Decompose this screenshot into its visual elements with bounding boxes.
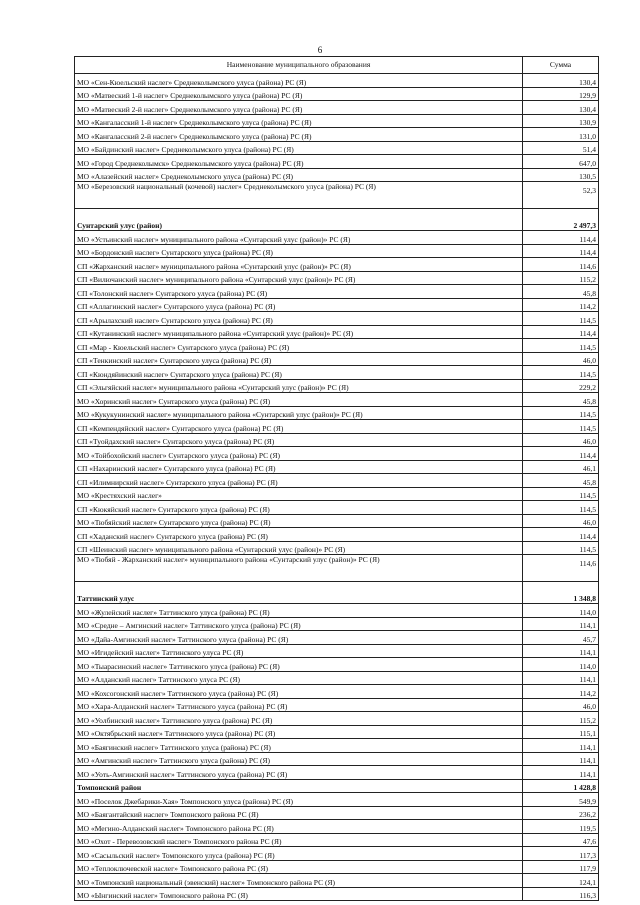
- municipality-name-cell: МО «Уоть-Амгинский наслег» Таттинского улуса (района) РС (Я): [75, 766, 523, 780]
- sum-cell: 114,5: [523, 366, 599, 380]
- sum-cell: 114,4: [523, 447, 599, 461]
- table-row: [75, 617, 599, 631]
- sum-cell: 46,0: [523, 698, 599, 712]
- sum-cell: 130,5: [523, 168, 599, 182]
- sum-cell: 229,2: [523, 379, 599, 393]
- sum-cell: 1 348,8: [523, 582, 599, 604]
- municipality-name-cell: МО «Баягантайский наслег» Томпонского района РС (Я): [75, 806, 523, 820]
- municipality-name-cell: СП «Кутанинский наслег» муниципального района «Сунтарский улус (район)» РС (Я): [75, 325, 523, 339]
- municipality-name-cell: СП «Туойдахский наслег» Сунтарского улуса (района) РС (Я): [75, 433, 523, 447]
- municipality-name-cell: МО «Уолбинский наслег» Таттинского улуса (района) РС (Я): [75, 712, 523, 726]
- municipality-name-cell: СП «Кемпендяйский наслег» Сунтарского улуса (района) РС (Я): [75, 420, 523, 434]
- municipality-name-cell: МО «Бордонский наслег» Сунтарского улуса (района) РС (Я): [75, 244, 523, 258]
- sum-cell: 114,5: [523, 487, 599, 501]
- municipality-name-cell: МО «Средне – Амгинский наслег» Таттинского улуса (района) РС (Я): [75, 617, 523, 631]
- municipality-name-cell: СП «Арылахский наслег» Сунтарского улуса (района) РС (Я): [75, 312, 523, 326]
- table-row: [75, 155, 599, 169]
- table-row: [75, 285, 599, 299]
- table-row: [75, 406, 599, 420]
- sum-cell: 114,4: [523, 528, 599, 542]
- table-row: [75, 874, 599, 888]
- municipality-name-cell: СП «Эльгяйский наслег» муниципального района «Сунтарский улус (район)» РС (Я): [75, 379, 523, 393]
- municipality-name-cell: СП «Вилючанский наслег» муниципального района «Сунтарский улус (район)» РС (Я): [75, 271, 523, 285]
- table-row: [75, 474, 599, 488]
- municipality-name-cell: СП «Шеинский наслег» муниципального района «Сунтарский улус (район)» РС (Я): [75, 541, 523, 555]
- municipality-name-cell: МО «Кукукунинский наслег» муниципального района «Сунтарский улус (район)» РС (Я): [75, 406, 523, 420]
- sum-cell: 114,6: [523, 555, 599, 582]
- table-row: [75, 460, 599, 474]
- table-row: [75, 101, 599, 115]
- table-row: [75, 352, 599, 366]
- municipality-name-cell: СП «Нахаринский наслег» Сунтарского улуса (района) РС (Я): [75, 460, 523, 474]
- table-row: [75, 820, 599, 834]
- table-row: [75, 114, 599, 128]
- sum-cell: 119,5: [523, 820, 599, 834]
- sum-cell: 116,3: [523, 887, 599, 901]
- sum-cell: 114,1: [523, 644, 599, 658]
- table-row: [75, 698, 599, 712]
- table-row: [75, 541, 599, 555]
- section-header-row: [75, 779, 599, 793]
- sum-cell: 46,1: [523, 460, 599, 474]
- table-row: [75, 514, 599, 528]
- table-row: [75, 793, 599, 807]
- sum-cell: 51,4: [523, 141, 599, 155]
- sum-cell: 52,3: [523, 182, 599, 209]
- sum-cell: 549,9: [523, 793, 599, 807]
- sum-cell: 130,4: [523, 74, 599, 88]
- table-row: [75, 339, 599, 353]
- sum-cell: 114,2: [523, 685, 599, 699]
- municipality-name-cell: МО «Город Среднеколымск» Среднеколымского улуса (района) РС (Я): [75, 155, 523, 169]
- sum-cell: 129,9: [523, 87, 599, 101]
- municipality-name-cell: МО «Дайа-Амгинский наслег» Таттинского улуса (района) РС (Я): [75, 631, 523, 645]
- municipality-name-cell: МО «Байдинский наслег» Среднеколымского улуса (района) РС (Я): [75, 141, 523, 155]
- table-row: [75, 766, 599, 780]
- sum-cell: 114,0: [523, 658, 599, 672]
- sum-cell: 130,4: [523, 101, 599, 115]
- sum-cell: 45,8: [523, 285, 599, 299]
- table-row: [75, 298, 599, 312]
- header-sum-cell: Сумма: [523, 57, 599, 74]
- municipality-name-cell: Сунтарский улус (район): [75, 209, 523, 231]
- sum-cell: 114,1: [523, 617, 599, 631]
- table-row: [75, 128, 599, 142]
- sum-cell: 117,9: [523, 860, 599, 874]
- sum-cell: 114,1: [523, 766, 599, 780]
- municipality-name-cell: МО «Хоринский наслег» Сунтарского улуса (района) РС (Я): [75, 393, 523, 407]
- municipality-name-cell: СП «Аллагинский наслег» Сунтарского улуса (района) РС (Я): [75, 298, 523, 312]
- page-number: 6: [317, 45, 323, 55]
- table-row: [75, 847, 599, 861]
- municipality-name-cell: МО «Устьинский наслег» муниципального района «Сунтарский улус (район)» РС (Я): [75, 231, 523, 245]
- municipality-name-cell: МО «Поселок Джебарики-Хая» Томпонского улуса (района) РС (Я): [75, 793, 523, 807]
- sum-cell: 45,8: [523, 393, 599, 407]
- sum-cell: 114,6: [523, 258, 599, 272]
- municipality-name-cell: МО «Баягинский наслег» Таттинского улуса (района) РС (Я): [75, 739, 523, 753]
- municipality-name-cell: СП «Хаданский наслег» Сунтарского улуса (района) РС (Я): [75, 528, 523, 542]
- table-header-row: [75, 57, 599, 74]
- municipality-name-cell: МО «Сен-Кюельский наслег» Среднеколымского улуса (района) РС (Я): [75, 74, 523, 88]
- sum-cell: 114,1: [523, 739, 599, 753]
- municipality-name-cell: МО «Матвеский 1-й наслег» Среднеколымского улуса (района) РС (Я): [75, 87, 523, 101]
- table-row: [75, 671, 599, 685]
- municipality-name-cell: МО «Сасыльский наслег» Томпонского улуса (района) РС (Я): [75, 847, 523, 861]
- municipality-name-cell: СП «Тенкинский наслег» Сунтарского улуса (района) РС (Я): [75, 352, 523, 366]
- municipality-name-cell: МО «Октябрьский наслег» Таттинского улуса (района) РС (Я): [75, 725, 523, 739]
- municipality-name-cell: МО «Жулейский наслег» Таттинского улуса (района) РС (Я): [75, 604, 523, 618]
- sum-cell: 114,4: [523, 325, 599, 339]
- municipality-name-cell: МО «Охот - Перевозовский наслег» Томпонского района РС (Я): [75, 833, 523, 847]
- sum-cell: 46,0: [523, 352, 599, 366]
- municipality-name-cell: МО «Алданский наслег» Таттинского улуса РС (Я): [75, 671, 523, 685]
- table-row: [75, 860, 599, 874]
- table-row: [75, 555, 599, 582]
- municipality-name-cell: СП «Мар - Кюельский наслег» Сунтарского улуса (района) РС (Я): [75, 339, 523, 353]
- sum-cell: 114,5: [523, 312, 599, 326]
- municipality-name-cell: МО «Тюбяйский наслег» Сунтарского улуса (района) РС (Я): [75, 514, 523, 528]
- sum-cell: 236,2: [523, 806, 599, 820]
- table-row: [75, 887, 599, 901]
- municipality-name-cell: МО «Матвеский 2-й наслег» Среднеколымского улуса (района) РС (Я): [75, 101, 523, 115]
- table-row: [75, 752, 599, 766]
- table-row: [75, 487, 599, 501]
- sum-cell: 114,5: [523, 541, 599, 555]
- municipality-name-cell: МО «Ынгинский наслег» Томпонского района РС (Я): [75, 887, 523, 901]
- municipality-name-cell: МО «Томпонский национальный (эвенский) наслег» Томпонского района РС (Я): [75, 874, 523, 888]
- municipality-name-cell: МО «Тойбохойский наслег» Сунтарского улуса (района) РС (Я): [75, 447, 523, 461]
- budget-table: [74, 56, 599, 901]
- table-row: [75, 325, 599, 339]
- sum-cell: 114,5: [523, 406, 599, 420]
- table-row: [75, 244, 599, 258]
- table-row: [75, 168, 599, 182]
- municipality-name-cell: МО «Кохсогонский наслег» Таттинского улуса (района) РС (Я): [75, 685, 523, 699]
- sum-cell: 114,5: [523, 420, 599, 434]
- table-row: [75, 528, 599, 542]
- municipality-name-cell: МО «Кангаласский 2-й наслег» Среднеколымского улуса (района) РС (Я): [75, 128, 523, 142]
- sum-cell: 115,2: [523, 712, 599, 726]
- table-row: [75, 141, 599, 155]
- table-row: [75, 258, 599, 272]
- municipality-name-cell: Томпонский район: [75, 779, 523, 793]
- section-header-row: [75, 582, 599, 604]
- municipality-name-cell: СП «Кюкяйский наслег» Сунтарского улуса (района) РС (Я): [75, 501, 523, 515]
- sum-cell: 46,0: [523, 514, 599, 528]
- table-row: [75, 231, 599, 245]
- table-row: [75, 420, 599, 434]
- municipality-name-cell: МО «Крестяхский наслег»: [75, 487, 523, 501]
- table-row: [75, 447, 599, 461]
- sum-cell: 647,0: [523, 155, 599, 169]
- table-row: [75, 393, 599, 407]
- sum-cell: 114,4: [523, 231, 599, 245]
- municipality-name-cell: МО «Березовский национальный (кочевой) наслег» Среднеколымского улуса (района) РС (Я): [75, 182, 523, 209]
- sum-cell: 114,1: [523, 752, 599, 766]
- sum-cell: 115,1: [523, 725, 599, 739]
- table-row: [75, 833, 599, 847]
- table-row: [75, 312, 599, 326]
- sum-cell: 124,1: [523, 874, 599, 888]
- table-row: [75, 604, 599, 618]
- table-body: [75, 74, 599, 901]
- table-row: [75, 725, 599, 739]
- table-row: [75, 806, 599, 820]
- sum-cell: 114,4: [523, 244, 599, 258]
- municipality-name-cell: МО «Игидейский наслег» Таттинского улуса РС (Я): [75, 644, 523, 658]
- table-row: [75, 712, 599, 726]
- sum-cell: 45,8: [523, 474, 599, 488]
- sum-cell: 114,2: [523, 298, 599, 312]
- sum-cell: 46,0: [523, 433, 599, 447]
- sum-cell: 47,6: [523, 833, 599, 847]
- table-row: [75, 644, 599, 658]
- sum-cell: 2 497,3: [523, 209, 599, 231]
- municipality-name-cell: СП «Толонский наслег» Сунтарского улуса (района) РС (Я): [75, 285, 523, 299]
- municipality-name-cell: СП «Жарханский наслег» муниципального района «Сунтарский улус (район)» РС (Я): [75, 258, 523, 272]
- municipality-name-cell: МО «Теплоключевской наслег» Томпонского района РС (Я): [75, 860, 523, 874]
- sum-cell: 114,5: [523, 501, 599, 515]
- sum-cell: 45,7: [523, 631, 599, 645]
- table-row: [75, 379, 599, 393]
- header-name-cell: Наименование муниципального образования: [75, 57, 523, 74]
- sum-cell: 114,1: [523, 671, 599, 685]
- municipality-name-cell: МО «Тюбяй - Жарханский наслег» муниципального района «Сунтарский улус (район)» РС (Я): [75, 555, 523, 582]
- municipality-name-cell: МО «Алазейский наслег» Среднеколымского улуса (района) РС (Я): [75, 168, 523, 182]
- sum-cell: 131,0: [523, 128, 599, 142]
- table-row: [75, 74, 599, 88]
- section-header-row: [75, 209, 599, 231]
- municipality-name-cell: МО «Амгинский наслег» Таттинского улуса (района) РС (Я): [75, 752, 523, 766]
- table-row: [75, 87, 599, 101]
- sum-cell: 115,2: [523, 271, 599, 285]
- table-row: [75, 271, 599, 285]
- table-row: [75, 501, 599, 515]
- table-row: [75, 685, 599, 699]
- municipality-name-cell: МО «Хара-Алданский наслег» Таттинского улуса (района) РС (Я): [75, 698, 523, 712]
- table-row: [75, 433, 599, 447]
- sum-cell: 1 428,8: [523, 779, 599, 793]
- table-row: [75, 366, 599, 380]
- municipality-name-cell: МО «Кангаласский 1-й наслег» Среднеколымского улуса (района) РС (Я): [75, 114, 523, 128]
- sum-cell: 114,0: [523, 604, 599, 618]
- municipality-name-cell: МО «Мегино-Алданский наслег» Томпонского района РС (Я): [75, 820, 523, 834]
- municipality-name-cell: МО «Тыарасинский наслег» Таттинского улуса (района) РС (Я): [75, 658, 523, 672]
- table-row: [75, 182, 599, 209]
- table-row: [75, 658, 599, 672]
- municipality-name-cell: СП «Кюндяйинский наслег» Сунтарского улуса (района) РС (Я): [75, 366, 523, 380]
- sum-cell: 130,9: [523, 114, 599, 128]
- table-row: [75, 631, 599, 645]
- table-row: [75, 739, 599, 753]
- municipality-name-cell: СП «Илимнирский наслег» Сунтарского улуса (района) РС (Я): [75, 474, 523, 488]
- sum-cell: 117,3: [523, 847, 599, 861]
- municipality-name-cell: Таттинский улус: [75, 582, 523, 604]
- sum-cell: 114,5: [523, 339, 599, 353]
